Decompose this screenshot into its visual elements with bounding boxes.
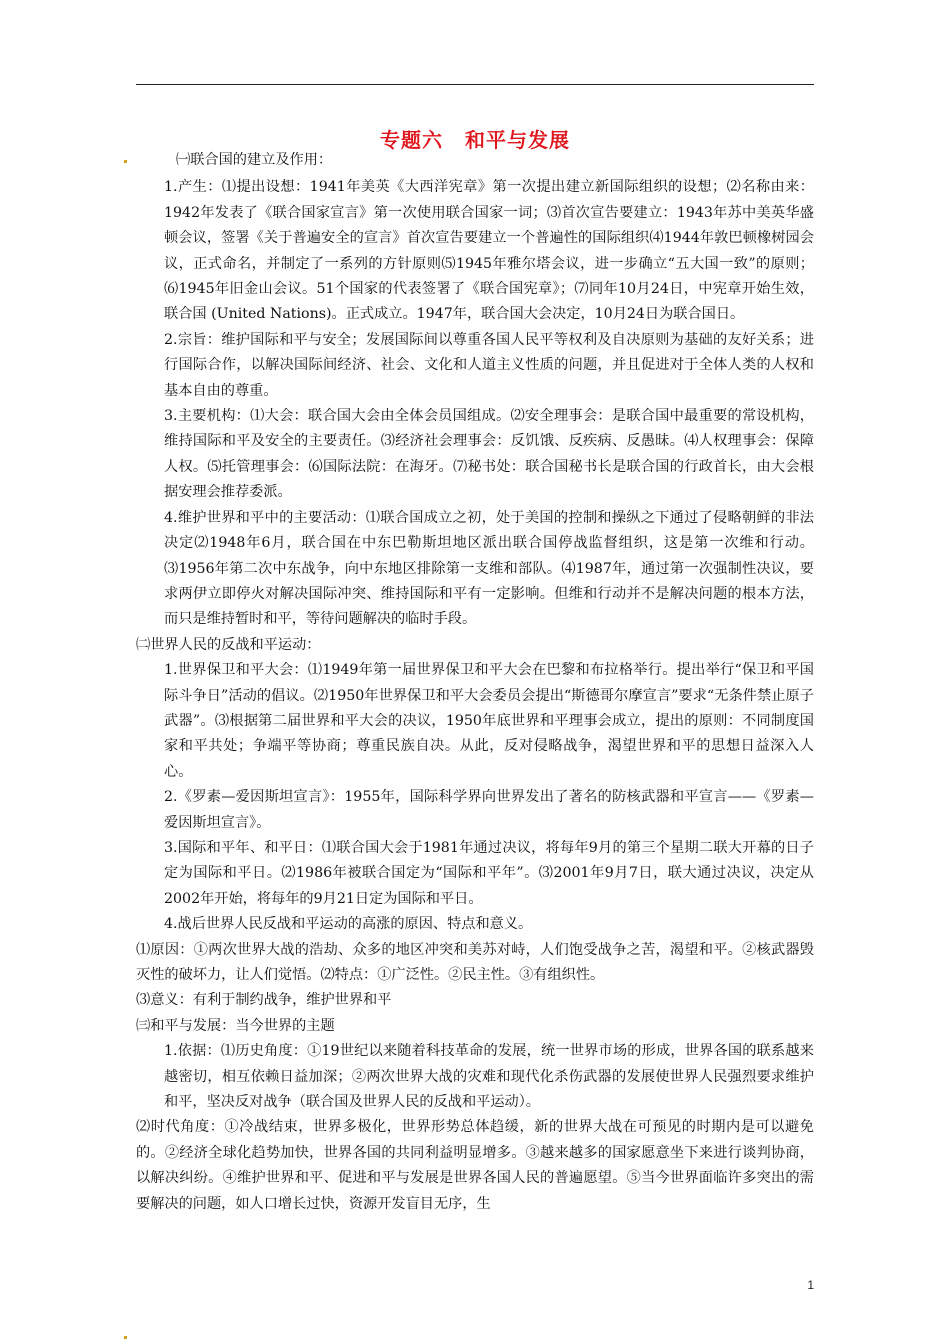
paragraph-basis-history: 1.依据：⑴历史角度：①19世纪以来随着科技革命的发展，统一世界市场的形成，世界各国的联系越来越密切，相互依赖日益加深；②两次世界大战的灾难和现代化杀伤武器的发展使世界人民强烈要求维护和平，坚决反对战争（联合国及世界人民的反战和平运动）。	[164, 1043, 814, 1111]
paragraph-un-origin: 1.产生：⑴提出设想：1941年美英《大西洋宪章》第一次提出建立新国际组织的设想；⑵名称由来：1942年发表了《联合国家宣言》第一次使用联合国家一词；⑶首次宣告要建立：1943年苏中美英华盛顿会议，签署《关于普遍安全的宣言》首次宣告要建立一个普遍性的国际组织⑷1944年敦巴顿橡树园会议，正式命名，并制定了一系列的方针原则⑸1945年雅尔塔会议，进一步确立“五大国一致”的原则；⑹1945年旧金山会议。51个国家的代表签署了《联合国宪章》；⑺同年10月24日，中宪章开始生效，联合国 (United Nations)。正式成立。1947年，联合国大会决定，10月24日为联合国日。	[164, 179, 814, 323]
marker-dot	[124, 160, 127, 163]
paragraph-basis-era: ⑵时代角度：①冷战结束，世界多极化，世界形势总体趋缓，新的世界大战在可预见的时期内是可以避免的。②经济全球化趋势加快，世界各国的共同利益明显增多。③越来越多的国家愿意坐下来进行谈判协商，以解决纠纷。④维护世界和平、促进和平与发展是世界各国人民的普遍愿望。⑤当今世界面临许多突出的需要解决的问题，如人口增长过快，资源开发盲目无序，生	[136, 1119, 814, 1212]
marker-dot	[124, 1336, 127, 1339]
header-rule	[136, 84, 814, 85]
title-name: 和平与发展	[465, 128, 570, 152]
paragraph-movement-significance: ⑶意义：有利于制约战争，维护世界和平	[136, 992, 392, 1009]
section-heading-peace-movement: ㈡世界人民的反战和平运动：	[136, 636, 321, 653]
paragraph-movement-causes: ⑴原因：①两次世界大战的浩劫、众多的地区冲突和美苏对峙，人们饱受战争之苦，渴望和平。②核武器毁灭性的破坏力，让人们觉悟。⑵特点：①广泛性。②民主性。③有组织性。	[136, 941, 814, 983]
paragraph-un-purpose: 2.宗旨：维护国际和平与安全；发展国际间以尊重各国人民平等权利及自决原则为基础的友好关系；进行国际合作，以解决国际间经济、社会、文化和人道主义性质的问题，并且促进对于全体人类的人权和基本自由的尊重。	[164, 331, 814, 399]
section-heading-peace-development: ㈢和平与发展：当今世界的主题	[136, 1017, 335, 1034]
paragraph-un-organs: 3.主要机构：⑴大会：联合国大会由全体会员国组成。⑵安全理事会：是联合国中最重要的常设机构，维持国际和平及安全的主要责任。⑶经济社会理事会：反饥饿、反疾病、反愚昧。⑷人权理事会：保障人权。⑸托管理事会：⑹国际法院：在海牙。⑺秘书处：联合国秘书长是联合国的行政首长，由大会根据安理会推荐委派。	[164, 408, 814, 501]
paragraph-un-activities: 4.维护世界和平中的主要活动：⑴联合国成立之初，处于美国的控制和操纵之下通过了侵略朝鲜的非法决定⑵1948年6月，联合国在中东巴勒斯坦地区派出联合国停战监督组织，这是第一次维和行动。⑶1956年第二次中东战争，向中东地区排除第一支维和部队。⑷1987年，通过第一次强制性决议，要求两伊立即停火对解决国际冲突、维持国际和平有一定影响。但维和行动并不是解决问题的根本方法，而只是维持暂时和平，等待问题解决的临时手段。	[164, 509, 814, 628]
paragraph-peace-congress: 1.世界保卫和平大会：⑴1949年第一届世界保卫和平大会在巴黎和布拉格举行。提出举行“保卫和平国际斗争日”活动的倡议。⑵1950年世界保卫和平大会委员会提出“斯德哥尔摩宣言”要求“无条件禁止原子武器”。⑶根据第二届世界和平大会的决议，1950年底世界和平理事会成立，提出的原则：不同制度国家和平共处；争端平等协商；尊重民族自决。从此，反对侵略战争，渴望世界和平的思想日益深入人心。	[164, 662, 814, 780]
paragraph-russell-einstein: 2.《罗素—爱因斯坦宣言》：1955年，国际科学界向世界发出了著名的防核武器和平宣言——《罗素—爱因斯坦宣言》。	[164, 789, 814, 831]
page-number: 1	[807, 1278, 814, 1292]
paragraph-movement-summary: 4.战后世界人民反战和平运动的高涨的原因、特点和意义。	[164, 916, 533, 933]
section-heading-un: ㈠联合国的建立及作用：	[176, 152, 333, 168]
title-topic: 专题六	[380, 128, 443, 152]
document-body	[136, 148, 814, 1217]
paragraph-peace-day: 3.国际和平年、和平日：⑴联合国大会于1981年通过决议，将每年9月的第三个星期二联大开幕的日子定为国际和平日。⑵1986年被联合国定为“国际和平年”。⑶2001年9月7日，联大通过决议，决定从2002年开始，将每年的9月21日定为国际和平日。	[164, 839, 814, 907]
